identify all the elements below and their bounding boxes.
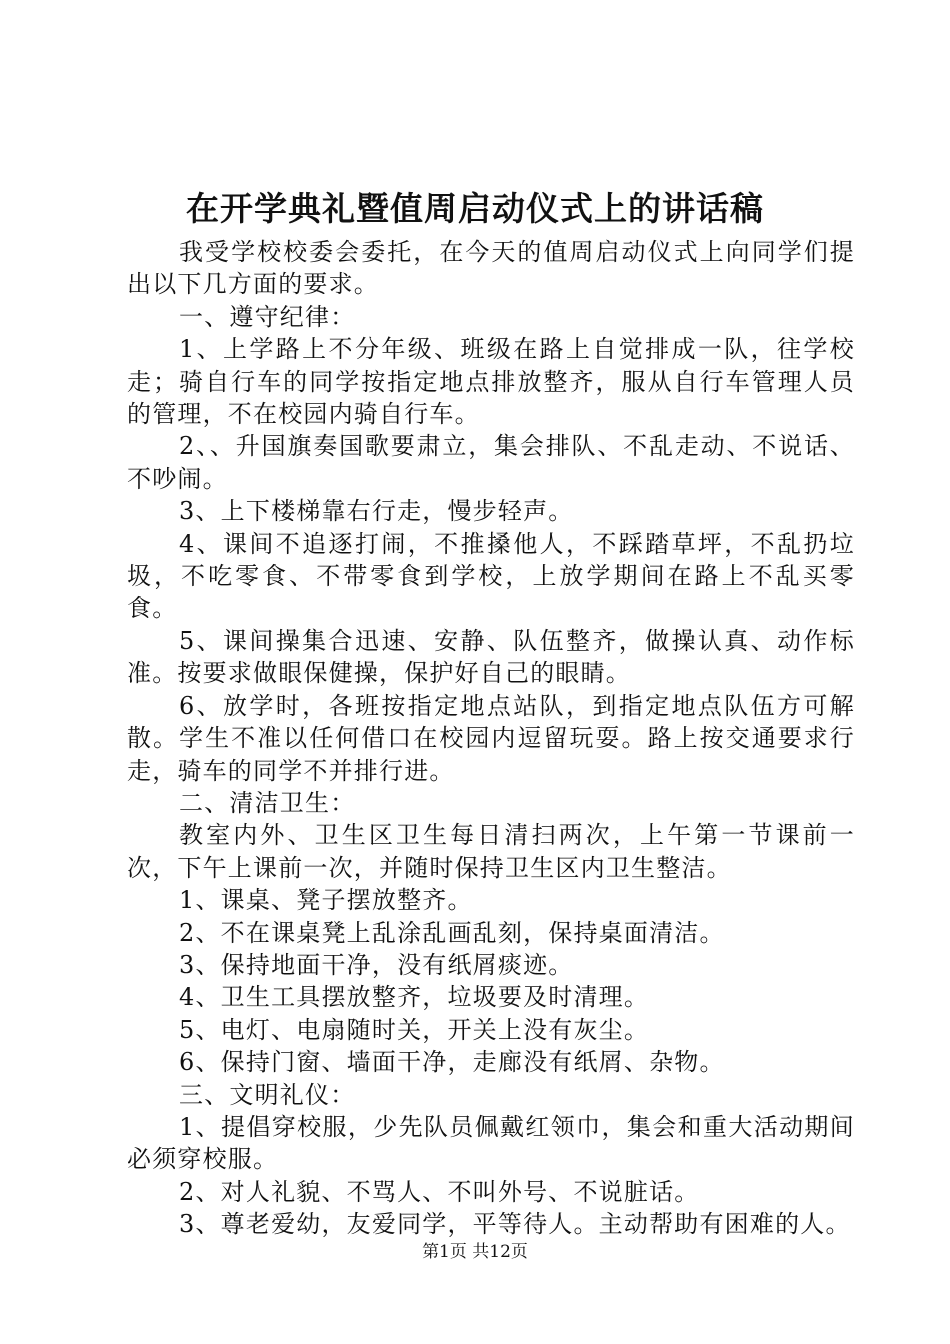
paragraph-hygiene-intro: 教室内外、卫生区卫生每日清扫两次，上午第一节课前一次，下午上课前一次，并随时保持卫生区内卫生整洁。 xyxy=(127,821,855,882)
section-heading-hygiene: 二、清洁卫生： xyxy=(179,788,356,817)
list-item: 2、对人礼貌、不骂人、不叫外号、不说脏话。 xyxy=(179,1177,700,1206)
page-number-label: 第1页 共12页 xyxy=(422,1242,528,1262)
list-item: 3、尊老爱幼，友爱同学，平等待人。主动帮助有困难的人。 xyxy=(179,1210,851,1239)
list-item: 3、保持地面干净，没有纸屑痰迹。 xyxy=(179,950,574,979)
list-item: 2、不在课桌凳上乱涂乱画乱刻，保持桌面清洁。 xyxy=(179,918,725,947)
list-item: 4、卫生工具摆放整齐，垃圾要及时清理。 xyxy=(179,983,650,1012)
paragraph-intro: 我受学校校委会委托，在今天的值周启动仪式上向同学们提出以下几方面的要求。 xyxy=(127,238,855,299)
list-item: 5、课间操集合迅速、安静、队伍整齐，做操认真、动作标准。按要求做眼保健操，保护好自己的眼睛。 xyxy=(127,626,855,688)
document-body xyxy=(127,236,855,1241)
list-item: 1、上学路上不分年级、班级在路上自觉排成一队，往学校走；骑自行车的同学按指定地点排放整齐，服从自行车管理人员的管理，不在校园内骑自行车。 xyxy=(127,335,855,429)
document-title: 在开学典礼暨值周启动仪式上的讲话稿 xyxy=(186,189,764,228)
list-item: 1、课桌、凳子摆放整齐。 xyxy=(179,886,473,915)
section-heading-etiquette: 三、文明礼仪： xyxy=(179,1080,356,1109)
list-item: 5、电灯、电扇随时关，开关上没有灰尘。 xyxy=(179,1015,650,1044)
list-item: 6、保持门窗、墙面干净，走廊没有纸屑、杂物。 xyxy=(179,1048,725,1077)
section-heading-discipline: 一、遵守纪律： xyxy=(179,302,356,331)
list-item: 2、、升国旗奏国歌要肃立，集会排队、不乱走动、不说话、不吵闹。 xyxy=(127,432,855,493)
page-footer xyxy=(0,1240,950,1264)
list-item: 1、提倡穿校服，少先队员佩戴红领巾，集会和重大活动期间必须穿校服。 xyxy=(127,1112,855,1174)
list-item: 6、放学时，各班按指定地点站队，到指定地点队伍方可解散。学生不准以任何借口在校园内逗留玩耍。路上按交通要求行走，骑车的同学不并排行进。 xyxy=(127,691,855,785)
list-item: 4、课间不追逐打闹，不推搡他人，不踩踏草坪，不乱扔垃圾，不吃零食、不带零食到学校，上放学期间在路上不乱买零食。 xyxy=(127,529,855,623)
list-item: 3、上下楼梯靠右行走，慢步轻声。 xyxy=(179,497,574,526)
